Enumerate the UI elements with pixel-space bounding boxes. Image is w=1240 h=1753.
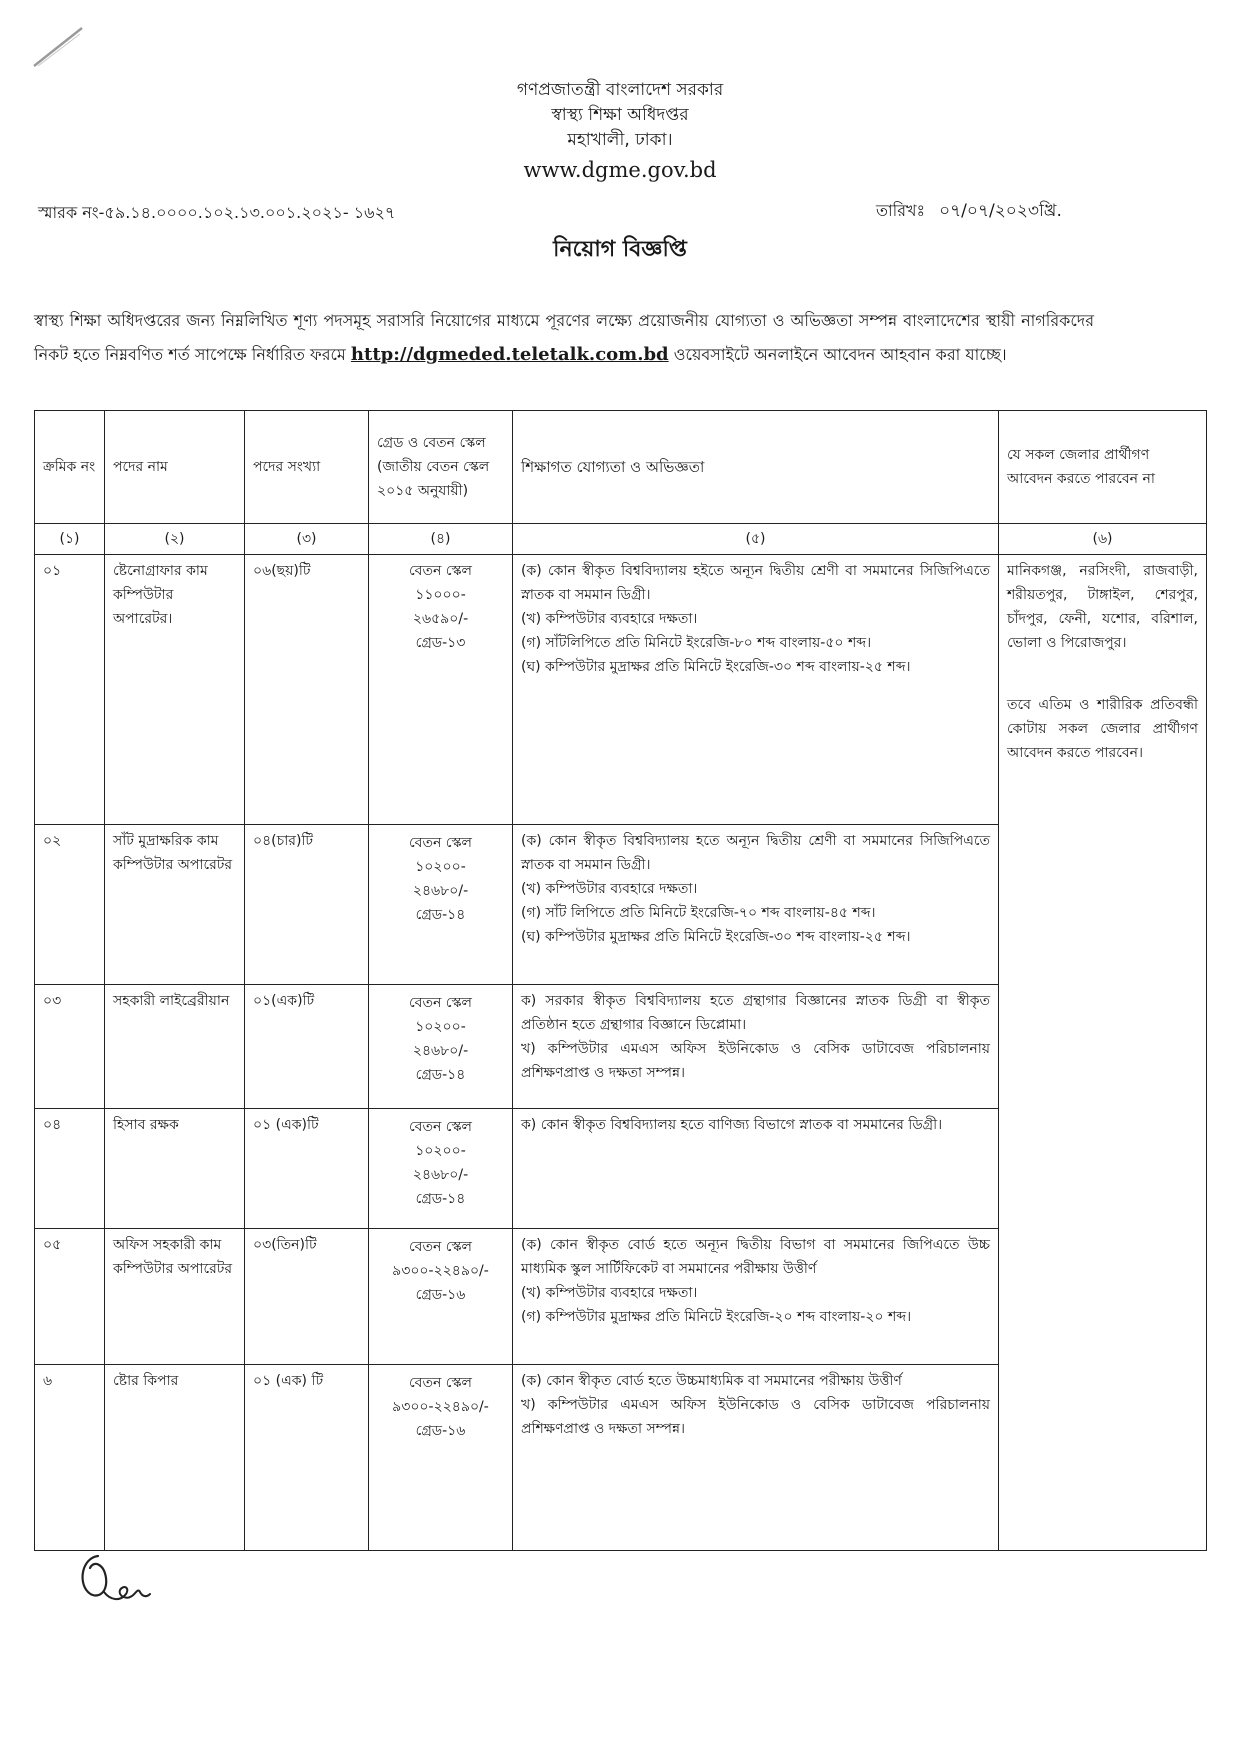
handwritten-initials-signature xyxy=(74,1548,164,1608)
row-qualification xyxy=(513,555,999,825)
row-pay-scale xyxy=(369,1229,513,1365)
scale-line: বেতন স্কেল xyxy=(409,1239,472,1255)
header-count: পদের সংখ্যা xyxy=(245,411,369,524)
col-number: (৫) xyxy=(513,524,999,555)
row-qualification xyxy=(513,1109,999,1229)
scale-line: ২৬৫৯০/- xyxy=(412,611,469,627)
header-scale: গ্রেড ও বেতন স্কেল (জাতীয় বেতন স্কেল ২০১৫ অনুযায়ী) xyxy=(369,411,513,524)
scale-line: বেতন স্কেল xyxy=(409,1375,472,1391)
col-number: (৩) xyxy=(245,524,369,555)
qualification-item: (খ) কম্পিউটার ব্যবহারে দক্ষতা। xyxy=(521,1285,698,1301)
scale-line: গ্রেড-১৪ xyxy=(415,1067,466,1083)
office-header xyxy=(0,78,1240,185)
scale-line: ১০২০০- xyxy=(415,1019,466,1035)
notice-title: নিয়োগ বিজ্ঞপ্তি xyxy=(553,237,687,262)
scale-line: ১০২০০- xyxy=(415,859,466,875)
scale-line: বেতন স্কেল xyxy=(409,835,472,851)
qualification-item: (ঘ) কম্পিউটার মুদ্রাক্ষর প্রতি মিনিটে ইংরেজি-৩০ শব্দ বাংলায়-২৫ শব্দ। xyxy=(521,659,911,675)
table-row xyxy=(35,555,1207,825)
row-serial: ০২ xyxy=(35,825,105,985)
issue-date xyxy=(876,198,1062,226)
scale-line: গ্রেড-১৪ xyxy=(415,1191,466,1207)
row-pay-scale xyxy=(369,1365,513,1551)
qualification-item: (ঘ) কম্পিউটার মুদ্রাক্ষর প্রতি মিনিটে ইংরেজি-৩০ শব্দ বাংলায়-২৫ শব্দ। xyxy=(521,929,911,945)
col-number: (৬) xyxy=(999,524,1207,555)
row-pay-scale xyxy=(369,555,513,825)
qualification-item: খ) কম্পিউটার এমএস অফিস ইউনিকোড ও বেসিক ডাটাবেজ পরিচালনায় প্রশিক্ষণপ্রাপ্ত ও দক্ষতা সম্পন্ন। xyxy=(521,1041,990,1081)
intro-text-before: স্বাস্থ্য শিক্ষা অধিদপ্তরের জন্য নিম্নলিখিত শূণ্য পদসমূহ সরাসরি নিয়োগের মাধ্যমে পূরণের লক্ষ্যে প্রয়োজনীয় যোগ্যতা ও অভিজ্ঞতা সম্পন্ন বাংলাদেশের স্থায়ী নাগরিকদের নিকট হতে নিম্নবণিত শর্ত সাপেক্ষে নির্ধারিত ফরমে xyxy=(34,311,1094,364)
row-qualification xyxy=(513,1229,999,1365)
scale-line: ৯৩০০-২২৪৯০/- xyxy=(392,1399,489,1415)
header-post: পদের নাম xyxy=(105,411,245,524)
row-serial: ০৫ xyxy=(35,1229,105,1365)
scale-line: বেতন স্কেল xyxy=(409,563,472,579)
excluded-districts: মানিকগঞ্জ, নরসিংদী, রাজবাড়ী, শরীয়তপুর, টাঙ্গাইল, শেরপুর, চাঁদপুর, ফেনী, যশোর, বরিশাল, ভোলা ও পিরোজপুর। xyxy=(1007,563,1198,651)
application-link[interactable]: http://dgmeded.teletalk.com.bd xyxy=(350,344,669,365)
row-post-count: ০৬(ছয়)টি xyxy=(245,555,369,825)
qualification-item: (ক) কোন স্বীকৃত বোর্ড হতে অন্যূন দ্বিতীয় বিভাগ বা সমমানের জিপিএতে উচ্চ মাধ্যমিক স্কুল সার্টিফিকেট বা সমমানের পরীক্ষায় উত্তীর্ণ xyxy=(521,1237,990,1277)
scale-line: ১১০০০- xyxy=(415,587,466,603)
row-post-count: ০১(এক)টি xyxy=(245,985,369,1109)
row-pay-scale xyxy=(369,985,513,1109)
row-qualification xyxy=(513,825,999,985)
header-website[interactable]: www.dgme.gov.bd xyxy=(523,158,717,182)
qualification-item: ক) সরকার স্বীকৃত বিশ্ববিদ্যালয় হতে গ্রন্থাগার বিজ্ঞানের স্নাতক ডিগ্রী বা স্বীকৃত প্রতিষ্ঠান হতে গ্রন্থাগার বিজ্ঞানে ডিপ্লোমা। xyxy=(521,993,990,1033)
row-post-name: হিসাব রক্ষক xyxy=(105,1109,245,1229)
qualification-item: (ক) কোন স্বীকৃত বোর্ড হতে উচ্চমাধ্যমিক বা সমমানের পরীক্ষায় উত্তীর্ণ xyxy=(521,1373,902,1389)
header-serial: ক্রমিক নং xyxy=(35,411,105,524)
scale-line: গ্রেড-১৪ xyxy=(415,907,466,923)
date-label: তারিখঃ xyxy=(876,201,926,220)
table-header-row xyxy=(35,411,1207,524)
memo-number: স্মারক নং-৫৯.১৪.০০০০.১০২.১৩.০০১.২০২১- ১৬২৭ xyxy=(38,203,396,222)
row-serial: ০৪ xyxy=(35,1109,105,1229)
intro-text-after: ওয়েবসাইটে অনলাইনে আবেদন আহবান করা যাচ্ছে। xyxy=(673,345,1007,364)
row-pay-scale xyxy=(369,1109,513,1229)
qualification-item: (খ) কম্পিউটার ব্যবহারে দক্ষতা। xyxy=(521,881,698,897)
qualification-item: (গ) কম্পিউটার মুদ্রাক্ষর প্রতি মিনিটে ইংরেজি-২০ শব্দ বাংলায়-২০ শব্দ। xyxy=(521,1309,912,1325)
row-qualification xyxy=(513,1365,999,1551)
row-post-count: ০১ (এক) টি xyxy=(245,1365,369,1551)
header-excluded: যে সকল জেলার প্রার্থীগণ আবেদন করতে পারবেন না xyxy=(999,411,1207,524)
column-number-row xyxy=(35,524,1207,555)
col-number: (১) xyxy=(35,524,105,555)
row-qualification xyxy=(513,985,999,1109)
header-location: মহাখালী, ঢাকা। xyxy=(567,130,673,150)
qualification-item: (গ) সাঁট লিপিতে প্রতি মিনিটে ইংরেজি-৭০ শব্দ বাংলায়-৪৫ শব্দ। xyxy=(521,905,876,921)
qualification-item: ক) কোন স্বীকৃত বিশ্ববিদ্যালয় হতে বাণিজ্য বিভাগে স্নাতক বা সমমানের ডিগ্রী। xyxy=(521,1117,943,1133)
scale-line: বেতন স্কেল xyxy=(409,995,472,1011)
row-pay-scale xyxy=(369,825,513,985)
vacancy-table xyxy=(34,410,1207,1551)
scale-line: গ্রেড-১৬ xyxy=(415,1287,466,1303)
scale-line: ২৪৬৮০/- xyxy=(412,1043,469,1059)
col-number: (৪) xyxy=(369,524,513,555)
row-post-count: ০৪(চার)টি xyxy=(245,825,369,985)
row-serial: ০৩ xyxy=(35,985,105,1109)
pen-scratch-mark xyxy=(28,22,88,72)
row-serial: ৬ xyxy=(35,1365,105,1551)
date-value: ০৭/০৭/২০২৩খ্রি. xyxy=(939,201,1062,221)
qualification-item: (খ) কম্পিউটার ব্যবহারে দক্ষতা। xyxy=(521,611,698,627)
col-number: (২) xyxy=(105,524,245,555)
scale-line: গ্রেড-১৩ xyxy=(415,635,466,651)
row-post-count: ০৩(তিন)টি xyxy=(245,1229,369,1365)
intro-paragraph xyxy=(34,304,1094,372)
header-government: গণপ্রজাতন্ত্রী বাংলাদেশ সরকার xyxy=(516,80,724,100)
row-post-count: ০১ (এক)টি xyxy=(245,1109,369,1229)
header-directorate: স্বাস্থ্য শিক্ষা অধিদপ্তর xyxy=(551,105,689,125)
qualification-item: (ক) কোন স্বীকৃত বিশ্ববিদ্যালয় হতে অন্যূন দ্বিতীয় শ্রেণী বা সমমানের সিজিপিএতে স্নাতক বা সমমান ডিগ্রী। xyxy=(521,833,990,873)
scale-line: ৯৩০০-২২৪৯০/- xyxy=(392,1263,489,1279)
scale-line: ১০২০০- xyxy=(415,1143,466,1159)
qualification-item: খ) কম্পিউটার এমএস অফিস ইউনিকোড ও বেসিক ডাটাবেজ পরিচালনায় প্রশিক্ষণপ্রাপ্ত ও দক্ষতা সম্পন্ন। xyxy=(521,1397,990,1437)
row-post-name: ষ্টেনোগ্রাফার কাম কম্পিউটার অপারেটর। xyxy=(105,555,245,825)
row-post-name: অফিস সহকারী কাম কম্পিউটার অপারেটর xyxy=(105,1229,245,1365)
row-post-name: সহকারী লাইব্রেরীয়ান xyxy=(105,985,245,1109)
header-qualification: শিক্ষাগত যোগ্যতা ও অভিজ্ঞতা xyxy=(513,411,999,524)
row-post-name: সাঁট মুদ্রাক্ষরিক কাম কম্পিউটার অপারেটর xyxy=(105,825,245,985)
scale-line: ২৪৬৮০/- xyxy=(412,1167,469,1183)
scale-line: ২৪৬৮০/- xyxy=(412,883,469,899)
row-post-name: ষ্টোর কিপার xyxy=(105,1365,245,1551)
qualification-item: (গ) সাঁটলিপিতে প্রতি মিনিটে ইংরেজি-৮০ শব্দ বাংলায়-৫০ শব্দ। xyxy=(521,635,872,651)
scale-line: বেতন স্কেল xyxy=(409,1119,472,1135)
qualification-item: (ক) কোন স্বীকৃত বিশ্ববিদ্যালয় হইতে অন্যূন দ্বিতীয় শ্রেণী বা সমমানের সিজিপিএতে স্নাতক বা সমমান ডিগ্রী। xyxy=(521,563,990,603)
row-serial: ০১ xyxy=(35,555,105,825)
excluded-exception-note: তবে এতিম ও শারীরিক প্রতিবন্ধী কোটায় সকল জেলার প্রার্থীগণ আবেদন করতে পারবেন। xyxy=(1007,697,1198,761)
excluded-districts-cell xyxy=(999,555,1207,1551)
scale-line: গ্রেড-১৬ xyxy=(415,1423,466,1439)
